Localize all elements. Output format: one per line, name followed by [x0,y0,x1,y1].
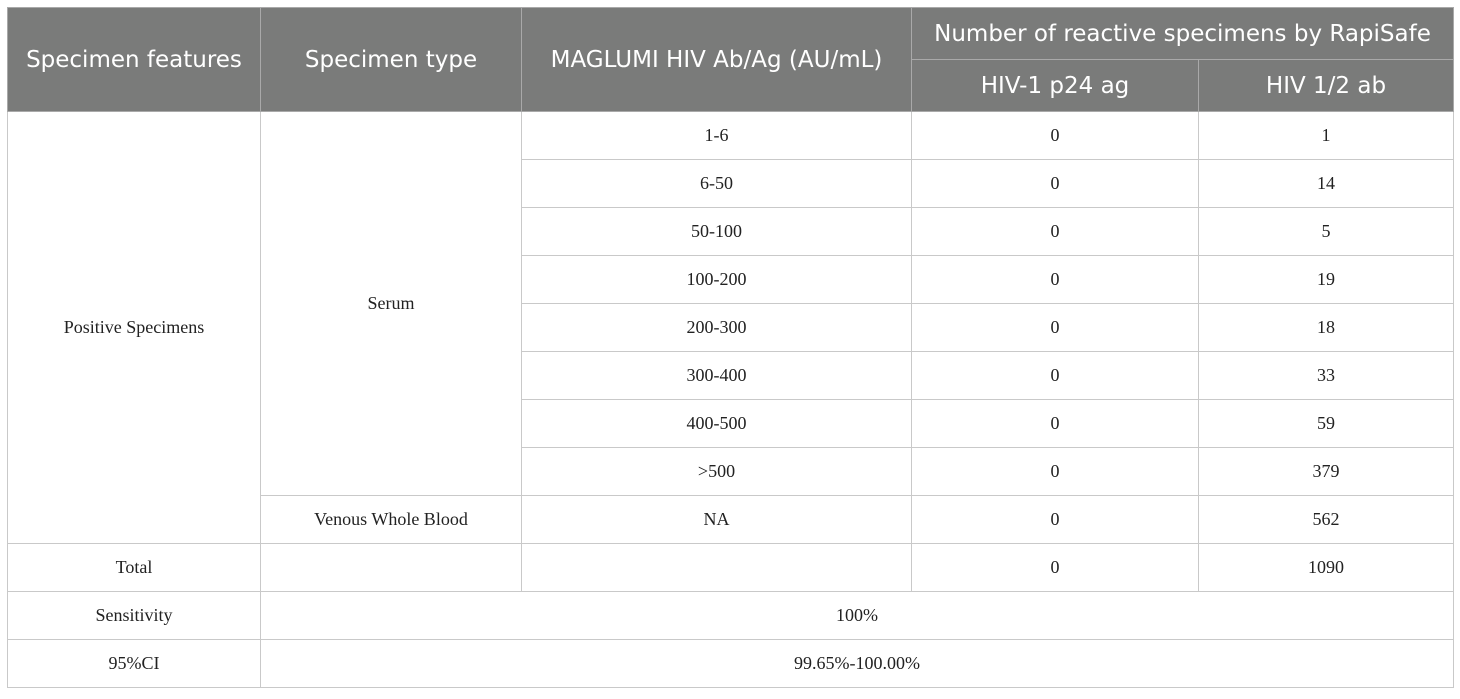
ab-cell: 5 [1199,208,1454,256]
header-maglumi: MAGLUMI HIV Ab/Ag (AU/mL) [522,8,912,112]
p24-cell: 0 [912,496,1199,544]
ab-cell: 379 [1199,448,1454,496]
sensitivity-label: Sensitivity [8,592,261,640]
p24-cell: 0 [912,448,1199,496]
header-ab: HIV 1/2 ab [1199,60,1454,112]
range-cell: NA [522,496,912,544]
range-cell: 400-500 [522,400,912,448]
empty-cell [261,544,522,592]
total-ab: 1090 [1199,544,1454,592]
range-cell: 300-400 [522,352,912,400]
ci-value: 99.65%-100.00% [261,640,1454,688]
ci-row [8,640,1454,688]
results-table [7,7,1454,688]
ab-cell: 1 [1199,112,1454,160]
header-reactive-group: Number of reactive specimens by RapiSafe [912,8,1454,60]
total-label: Total [8,544,261,592]
empty-cell [522,544,912,592]
p24-cell: 0 [912,112,1199,160]
positive-specimens-cell: Positive Specimens [8,112,261,544]
ab-cell: 14 [1199,160,1454,208]
sensitivity-value: 100% [261,592,1454,640]
table-row [8,112,1454,160]
p24-cell: 0 [912,208,1199,256]
ci-label: 95%CI [8,640,261,688]
range-cell: 1-6 [522,112,912,160]
p24-cell: 0 [912,160,1199,208]
range-cell: 200-300 [522,304,912,352]
range-cell: 6-50 [522,160,912,208]
sensitivity-row [8,592,1454,640]
venous-type-cell: Venous Whole Blood [261,496,522,544]
ab-cell: 33 [1199,352,1454,400]
p24-cell: 0 [912,352,1199,400]
ab-cell: 18 [1199,304,1454,352]
range-cell: 100-200 [522,256,912,304]
ab-cell: 19 [1199,256,1454,304]
header-row [8,8,1454,60]
serum-cell: Serum [261,112,522,496]
p24-cell: 0 [912,304,1199,352]
header-specimen-features: Specimen features [8,8,261,112]
header-p24: HIV-1 p24 ag [912,60,1199,112]
header-specimen-type: Specimen type [261,8,522,112]
range-cell: 50-100 [522,208,912,256]
p24-cell: 0 [912,256,1199,304]
total-row [8,544,1454,592]
range-cell: >500 [522,448,912,496]
ab-cell: 59 [1199,400,1454,448]
total-p24: 0 [912,544,1199,592]
p24-cell: 0 [912,400,1199,448]
ab-cell: 562 [1199,496,1454,544]
